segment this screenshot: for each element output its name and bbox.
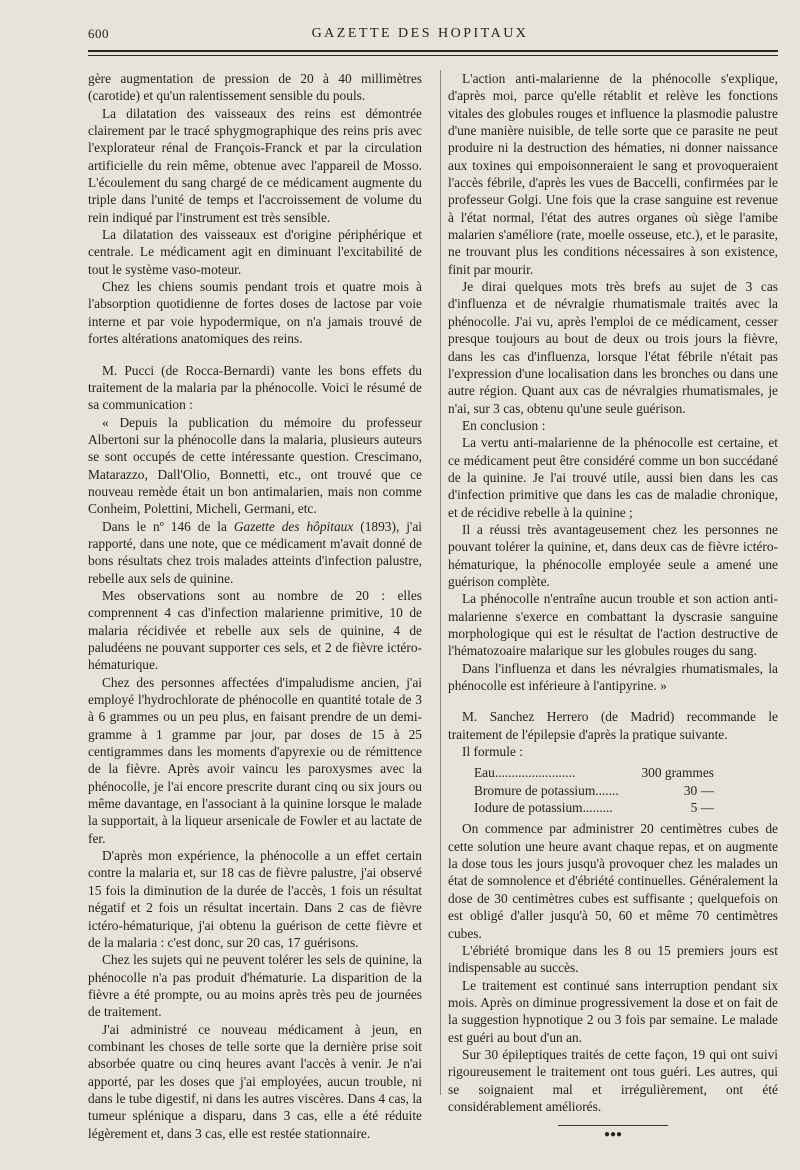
paragraph: L'ébriété bromique dans les 8 ou 15 premiers jours est indispensable au succès. bbox=[448, 942, 778, 976]
formula-ingredient: Eau........................ bbox=[474, 765, 576, 781]
paragraph: On commence par administrer 20 centimètres cubes de cette solution une heure avant chaque repas, et on augmente la dose tous les jours jusqu'à provoquer chez les malades un état de somnolence et d'ébriété continuelles. Généralement la dose de 30 centimètres cubes est suffisante ; quelquefois on est obligé d'aller jusqu'à 50, 60 et même 70 centimètres cubes. bbox=[448, 821, 778, 941]
paragraph: « Depuis la publication du mémoire du professeur Albertoni sur la phénocolle dans la malaria, plusieurs auteurs se sont occupés de cette intéressante question. Crescimano, Matarazzo, Dall'Olio, Bonnetti, etc., ont trouvé que ce nouveau remède était un bon antimalarien, mais non comme Conheim, Polettini, Micheli, Germani, etc. bbox=[88, 414, 422, 517]
paragraph: Dans l'influenza et dans les névralgies rhumatismales, la phénocolle est inférieure à l'antipyrine. » bbox=[448, 660, 778, 694]
journal-reference: Gazette des hôpitaux bbox=[233, 518, 354, 534]
header-rule bbox=[88, 50, 778, 52]
paragraph: Chez des personnes affectées d'impaludisme ancien, j'ai employé l'hydrochlorate de phénocolle en quantité totale de 3 à 6 grammes ou un peu plus, en faisant prendre de un demi-gramme à 1 gramme par jour, par doses de 15 à 25 centigrammes dans les moments d'apyrexie ou de rémittence de la fièvre. Après avoir vaincu les paroxysmes avec la phénocolle, je l'ai encore prescrite durant cinq ou six jours ou même davantage, en l'associant à la quinine lorsque le malade la supportait, à la liqueur arsenicale de Fowler et au lactate de fer. bbox=[88, 674, 422, 846]
paragraph: Chez les chiens soumis pendant trois et quatre mois à l'absorption quotidienne de fortes doses de lactose par voie interne et par voie hypodermique, on n'a jamais trouvé de fortes altérations anatomiques des reins. bbox=[88, 279, 422, 347]
prescription-formula bbox=[474, 764, 714, 816]
paragraph: La vertu anti-malarienne de la phénocolle est certaine, et ce médicament peut être considéré comme un bon succédané de la quinine. Je l'ai trouvé utile, aussi bien dans les cas d'infection primitive que dans les cas de maladie chronique, et de récidive rebelle à la quinine ; bbox=[448, 435, 778, 520]
right-column bbox=[448, 70, 778, 1144]
formula-quantity: 300 grammes bbox=[641, 765, 714, 781]
paragraph: La dilatation des vaisseaux des reins est démontrée clairement par le tracé sphygmographique des reins pris avec l'explorateur rénal de François-Franck et par la circulation artificielle du rein même, obtenue avec l'appareil de Mosso. L'écoulement du sang chargé de ce médicament augmente du triple dans l'unité de temps et l'accroissement de volume du rein indiqué par l'instrument est très sensible. bbox=[88, 105, 422, 225]
formula-quantity: 5 — bbox=[690, 800, 714, 816]
paragraph: D'après mon expérience, la phénocolle a un effet certain contre la malaria et, sur 18 cas de fièvre palustre, j'ai observé 15 fois la diminution de la durée de l'accès, 1 fois un résultat négatif et 2 fois un résultat incertain. Dans 2 cas de fièvre ictéro-hématurique, j'ai obtenu la guérison de cette fièvre et de la malaria : c'est donc, sur 20 cas, 17 guérisons. bbox=[88, 848, 422, 950]
paragraph: Sur 30 épileptiques traités de cette façon, 19 qui ont suivi rigoureusement le traitement ont tous guéri. Les autres, qui se soignaient mal et irrégulièrement, ont été considérablement améliorés. bbox=[448, 1046, 778, 1114]
formula-ingredient: Iodure de potassium......... bbox=[474, 800, 613, 816]
paragraph: La dilatation des vaisseaux est d'origine périphérique et centrale. Le médicament agit en diminuant l'excitabilité de tout le système vaso-moteur. bbox=[88, 227, 422, 277]
paragraph: Il a réussi très avantageusement chez les personnes ne pouvant tolérer la quinine, et, dans deux cas de fièvre ictéro-hématurique, la phénocolle employée seule a amené une guérison complète. bbox=[448, 521, 778, 589]
page-number: 600 bbox=[88, 26, 109, 41]
left-column bbox=[88, 70, 422, 1142]
end-ornament: ●●● bbox=[558, 1125, 668, 1143]
paragraph-with-journal-reference: Dans le nº 146 de la Gazette des hôpitaux (1893), j'ai rapporté, dans une note, que ce médicament m'avait donné de bons résultats chez trois malades atteints d'infection palustre, rebelle aux sels de quinine. bbox=[88, 518, 422, 586]
paragraph: M. Pucci (de Rocca-Bernardi) vante les bons effets du traitement de la malaria par la phénocolle. Voici le résumé de sa communication : bbox=[88, 362, 422, 413]
formula-row bbox=[474, 799, 714, 816]
page-header bbox=[60, 22, 780, 50]
paragraph: Le traitement est continué sans interruption pendant six mois. Après on diminue progressivement la dose et on fait de la suggestion hypnotique 2 ou 3 fois par semaine. Le malade est guéri au bout d'un an. bbox=[448, 977, 778, 1045]
paragraph: J'ai administré ce nouveau médicament à jeun, en combinant les choses de telle sorte que la dernière prise soit absorbée quatre ou cinq heures avant l'accès à venir. Je n'ai apporté, par les doses que j'ai employées, aucun trouble, ni dans le tube digestif, ni dans les autres viscères. Dans 4 cas, la tumeur splénique a disparu, dans 3 cas, elle a été réduite légèrement et, dans 3 cas, elle est restée stationnaire. bbox=[88, 1021, 422, 1141]
paragraph: Il formule : bbox=[462, 744, 523, 760]
paragraph: L'action anti-malarienne de la phénocolle s'explique, d'après moi, parce qu'elle rétablit et relève les fonctions vitales des globules rouges et influence la plasmodie palustre d'une manière nuisible, de telle sorte que ce parasite ne peut produire ni la destruction des hématies, ni donner naissance aux toxines qui empoisonneraient le sang et provoqueraient l'accès fébrile, d'après les vues de Baccelli, confirmées par le professeur Golgi. Une fois que la crase sanguine est revenue à l'état normal, l'état des autres organes où siège l'amibe malarien s'améliore (rate, moelle osseuse, etc.), et le parasite, ne trouvant plus les conditions nécessaires à son existence, finit par mourir. bbox=[448, 71, 778, 277]
paragraph: En conclusion : bbox=[462, 417, 546, 433]
formula-row bbox=[474, 782, 714, 799]
paragraph: Mes observations sont au nombre de 20 : elles comprennent 4 cas d'infection malarienne primitive, 10 de malaria récidivée et rebelle aux sels de quinine, 4 de paludéens ne pouvant supporter ces sels, et 2 de fièvre ictéro-hématurique. bbox=[88, 587, 422, 673]
paragraph: La phénocolle n'entraîne aucun trouble et son action anti-malarienne s'exerce en combattant la dyscrasie sanguine morphologique qui est le résultat de l'action destructive de l'hématozoaire malarique sur les globules rouges du sang. bbox=[448, 591, 778, 659]
header-rule-thin bbox=[88, 55, 778, 56]
journal-title: GAZETTE DES HOPITAUX bbox=[311, 26, 529, 41]
paragraph: M. Sanchez Herrero (de Madrid) recommande le traitement de l'épilepsie d'après la pratique suivante. bbox=[448, 709, 778, 742]
column-divider bbox=[440, 70, 441, 1095]
formula-quantity: 30 — bbox=[683, 782, 714, 798]
paragraph: gère augmentation de pression de 20 à 40 millimètres (carotide) et qu'un ralentissement sensible du pouls. bbox=[88, 71, 422, 104]
paragraph: Je dirai quelques mots très brefs au sujet de 3 cas d'influenza et de névralgie rhumatismale traités avec la phénocolle. J'ai vu, après l'emploi de ce médicament, cesser presque toujours au bout de deux ou trois jours la fièvre, dans les cas d'influenza, lorsque l'état fébrile n'était pas l'expression d'une localisation dans les bronches ou dans une autre région. Quant aux cas de névralgies rhumatismales, je n'ai, sur 3 cas, obtenu qu'une seule guérison. bbox=[448, 279, 778, 416]
formula-ingredient: Bromure de potassium....... bbox=[474, 782, 619, 798]
paragraph: Chez les sujets qui ne peuvent tolérer les sels de quinine, la phénocolle n'a pas produit d'hématurie. La disparition de la fièvre a été prompte, ou au moins après très peu de journées de traitement. bbox=[88, 952, 422, 1020]
formula-row bbox=[474, 764, 714, 781]
